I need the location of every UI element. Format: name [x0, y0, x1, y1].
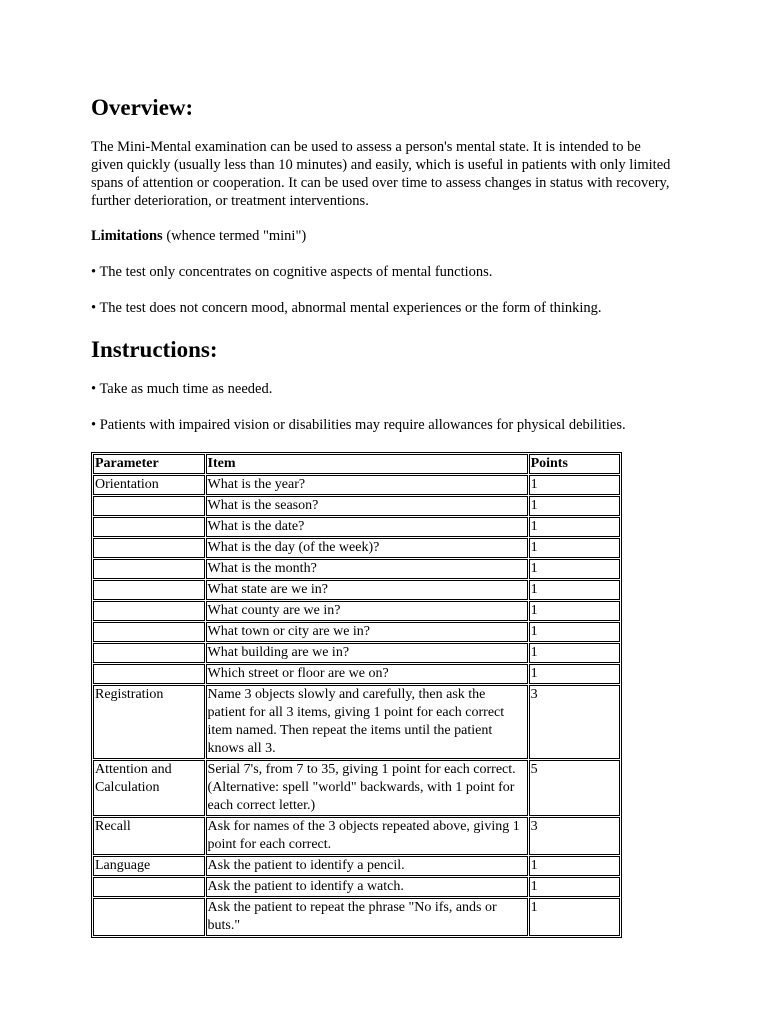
- table-row: [93, 877, 620, 897]
- parameter-cell: Registration: [93, 685, 205, 759]
- points-cell: 1: [529, 601, 620, 621]
- item-cell: What is the month?: [206, 559, 528, 579]
- limitations-note: (whence termed "mini"): [162, 228, 307, 244]
- limitations-label: Limitations: [91, 228, 163, 244]
- table-row: [93, 856, 620, 876]
- parameter-cell: Attention and Calculation: [93, 760, 205, 816]
- instruction-bullet: • Patients with impaired vision or disabilities may require allowances for physical debilities.: [91, 417, 626, 433]
- points-cell: 1: [529, 580, 620, 600]
- item-cell: What is the day (of the week)?: [206, 538, 528, 558]
- instructions-heading: Instructions:: [91, 337, 218, 362]
- item-cell: Ask the patient to identify a pencil.: [206, 856, 528, 876]
- item-cell: Ask for names of the 3 objects repeated above, giving 1 point for each correct.: [206, 817, 528, 855]
- item-cell: Serial 7's, from 7 to 35, giving 1 point for each correct. (Alternative: spell "world" backwards, with 1 point for each correct letter.): [206, 760, 528, 816]
- mmse-table: [91, 452, 622, 938]
- item-cell: What is the date?: [206, 517, 528, 537]
- parameter-cell: [93, 517, 205, 537]
- parameter-cell: [93, 601, 205, 621]
- points-cell: 1: [529, 856, 620, 876]
- table-header-row: [93, 454, 620, 474]
- points-cell: 3: [529, 685, 620, 759]
- parameter-cell: [93, 664, 205, 684]
- parameter-cell: [93, 898, 205, 936]
- table-row: [93, 475, 620, 495]
- header-points: Points: [529, 454, 620, 474]
- points-cell: 5: [529, 760, 620, 816]
- parameter-cell: Recall: [93, 817, 205, 855]
- parameter-cell: [93, 580, 205, 600]
- points-cell: 1: [529, 664, 620, 684]
- table-row: [93, 538, 620, 558]
- table-row: [93, 817, 620, 855]
- table-row: [93, 496, 620, 516]
- table-row: [93, 664, 620, 684]
- table-row: [93, 898, 620, 936]
- item-cell: What county are we in?: [206, 601, 528, 621]
- item-cell: Ask the patient to repeat the phrase "No ifs, ands or buts.": [206, 898, 528, 936]
- item-cell: What is the year?: [206, 475, 528, 495]
- item-cell: What town or city are we in?: [206, 622, 528, 642]
- header-parameter: Parameter: [93, 454, 205, 474]
- item-cell: Ask the patient to identify a watch.: [206, 877, 528, 897]
- parameter-cell: [93, 496, 205, 516]
- item-cell: What building are we in?: [206, 643, 528, 663]
- instruction-bullet: • Take as much time as needed.: [91, 381, 273, 397]
- limitation-bullet: • The test only concentrates on cognitive aspects of mental functions.: [91, 264, 493, 280]
- parameter-cell: [93, 622, 205, 642]
- parameter-cell: [93, 559, 205, 579]
- points-cell: 3: [529, 817, 620, 855]
- table-row: [93, 622, 620, 642]
- parameter-cell: [93, 538, 205, 558]
- item-cell: Name 3 objects slowly and carefully, then ask the patient for all 3 items, giving 1 point for each correct item named. Then repeat the items until the patient knows all 3.: [206, 685, 528, 759]
- item-cell: Which street or floor are we on?: [206, 664, 528, 684]
- points-cell: 1: [529, 496, 620, 516]
- parameter-cell: [93, 643, 205, 663]
- parameter-cell: Language: [93, 856, 205, 876]
- points-cell: 1: [529, 898, 620, 936]
- header-item: Item: [206, 454, 528, 474]
- table-row: [93, 517, 620, 537]
- table-row: [93, 559, 620, 579]
- points-cell: 1: [529, 538, 620, 558]
- item-cell: What state are we in?: [206, 580, 528, 600]
- item-cell: What is the season?: [206, 496, 528, 516]
- table-row: [93, 643, 620, 663]
- overview-heading: Overview:: [91, 95, 194, 120]
- parameter-cell: Orientation: [93, 475, 205, 495]
- points-cell: 1: [529, 877, 620, 897]
- table-row: [93, 685, 620, 759]
- points-cell: 1: [529, 622, 620, 642]
- points-cell: 1: [529, 559, 620, 579]
- table-row: [93, 760, 620, 816]
- limitation-bullet: • The test does not concern mood, abnormal mental experiences or the form of thinking.: [91, 300, 602, 316]
- parameter-cell: [93, 877, 205, 897]
- points-cell: 1: [529, 643, 620, 663]
- table-row: [93, 580, 620, 600]
- points-cell: 1: [529, 475, 620, 495]
- points-cell: 1: [529, 517, 620, 537]
- intro-paragraph: The Mini-Mental examination can be used to assess a person's mental state. It is intended to be given quickly (usually less than 10 minutes) and easily, which is useful in patients with only limited spans of attention or cooperation. It can be used over time to assess changes in status with recovery, further deterioration, or treatment interventions.: [91, 139, 671, 209]
- limitations-line: [91, 227, 671, 245]
- table-row: [93, 601, 620, 621]
